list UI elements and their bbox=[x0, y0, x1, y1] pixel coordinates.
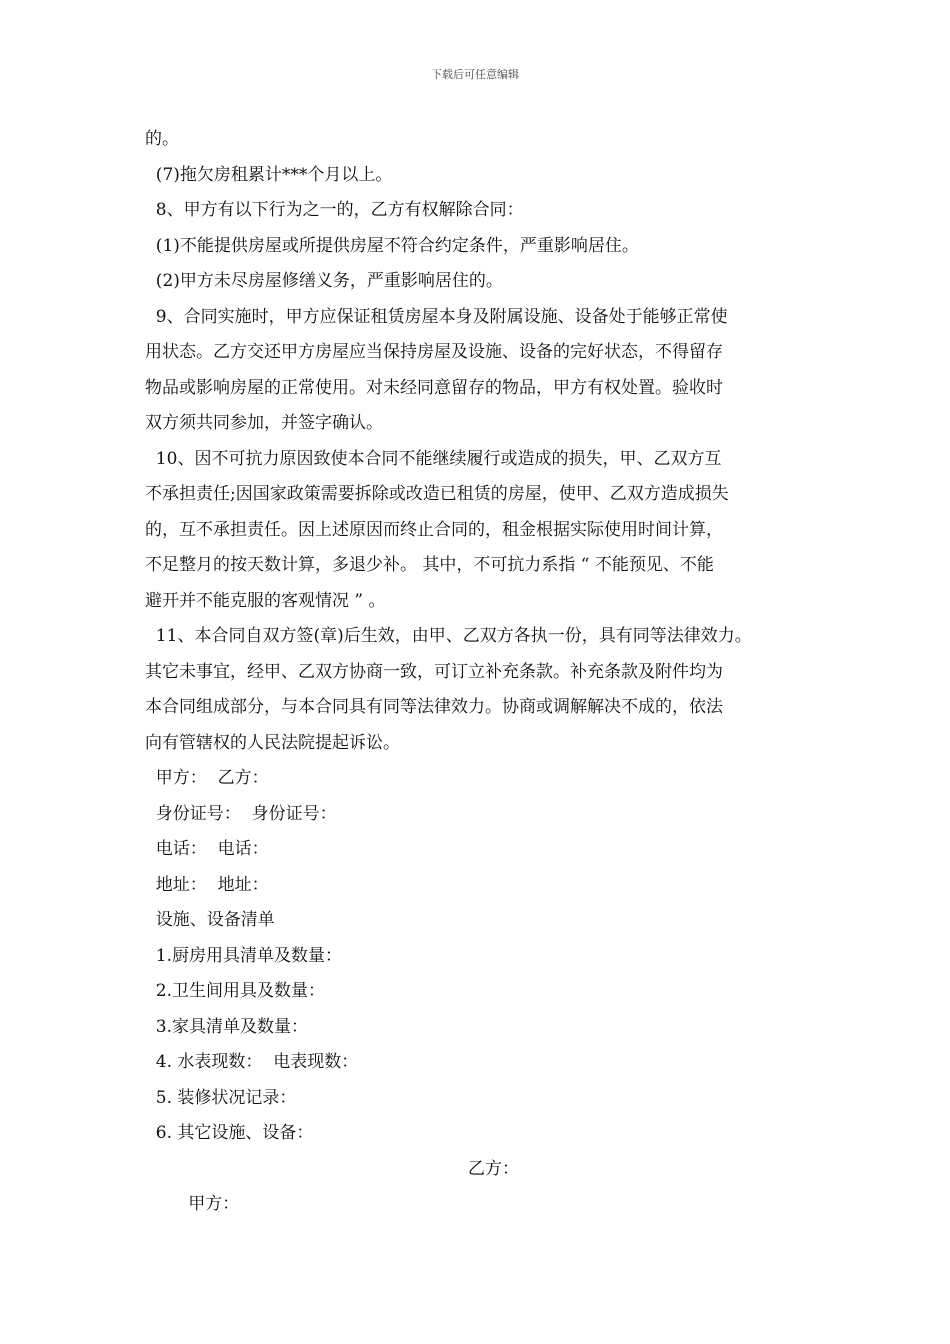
text-line: 向有管辖权的人民法院提起诉讼。 bbox=[145, 732, 400, 753]
text-line: 用状态。乙方交还甲方房屋应当保持房屋及设施、设备的完好状态，不得留存 bbox=[145, 342, 723, 362]
text-line: 11、本合同自双方签(章)后生效，由甲、乙双方各执一份，具有同等法律效力。 bbox=[145, 626, 752, 646]
text-line: 2.卫生间用具及数量： bbox=[145, 981, 326, 1001]
signature-row bbox=[145, 1152, 825, 1214]
text-line: 6. 其它设施、设备： bbox=[145, 1123, 314, 1143]
text-line: 10、因不可抗力原因致使本合同不能继续履行或造成的损失，甲、乙双方互 bbox=[145, 448, 722, 469]
text-line: (2)甲方未尽房屋修缮义务，严重影响居住的。 bbox=[145, 271, 503, 291]
party-b-signature-label: 乙方： bbox=[468, 1158, 519, 1179]
text-line: 9、合同实施时，甲方应保证租赁房屋本身及附属设施、设备处于能够正常使 bbox=[145, 306, 728, 327]
text-line: 1.厨房用具清单及数量： bbox=[145, 945, 343, 966]
text-line: 地址： 地址： bbox=[145, 874, 269, 895]
text-line: 双方须共同参加，并签字确认。 bbox=[145, 413, 383, 433]
text-line: 不足整月的按天数计算，多退少补。 其中，不可抗力系指 “ 不能预见、不能 bbox=[145, 555, 714, 575]
text-line: 5. 装修状况记录： bbox=[145, 1087, 297, 1108]
text-line: 本合同组成部分，与本合同具有同等法律效力。协商或调解解决不成的，依法 bbox=[145, 697, 723, 717]
text-line: 避开并不能克服的客观情况 ” 。 bbox=[145, 590, 386, 611]
text-line: 设施、设备清单 bbox=[145, 910, 275, 930]
text-line: (7)拖欠房租累计***个月以上。 bbox=[145, 164, 393, 185]
contract-body bbox=[145, 122, 825, 1214]
text-line: 不承担责任;因国家政策需要拆除或改造已租赁的房屋，使甲、乙双方造成损失 bbox=[145, 484, 729, 504]
text-line: 的。 bbox=[145, 129, 179, 149]
text-line: 的，互不承担责任。因上述原因而终止合同的，租金根据实际使用时间计算， bbox=[145, 519, 723, 540]
text-line: 甲方： 乙方： bbox=[145, 768, 269, 788]
text-line: 电话： 电话： bbox=[145, 839, 269, 859]
page-header: 下载后可任意编辑 bbox=[431, 68, 519, 81]
text-line: 身份证号： 身份证号： bbox=[145, 803, 337, 824]
party-a-signature-label: 甲方： bbox=[177, 1194, 240, 1214]
text-line: 物品或影响房屋的正常使用。对未经同意留存的物品，甲方有权处置。验收时 bbox=[145, 377, 723, 398]
text-line: 其它未事宜，经甲、乙双方协商一致，可订立补充条款。补充条款及附件均为 bbox=[145, 661, 723, 682]
text-line: (1)不能提供房屋或所提供房屋不符合约定条件，严重影响居住。 bbox=[145, 235, 639, 256]
text-line: 4. 水表现数： 电表现数： bbox=[145, 1052, 359, 1072]
text-line: 3.家具清单及数量： bbox=[145, 1016, 309, 1037]
text-line: 8、甲方有以下行为之一的，乙方有权解除合同： bbox=[145, 200, 524, 220]
